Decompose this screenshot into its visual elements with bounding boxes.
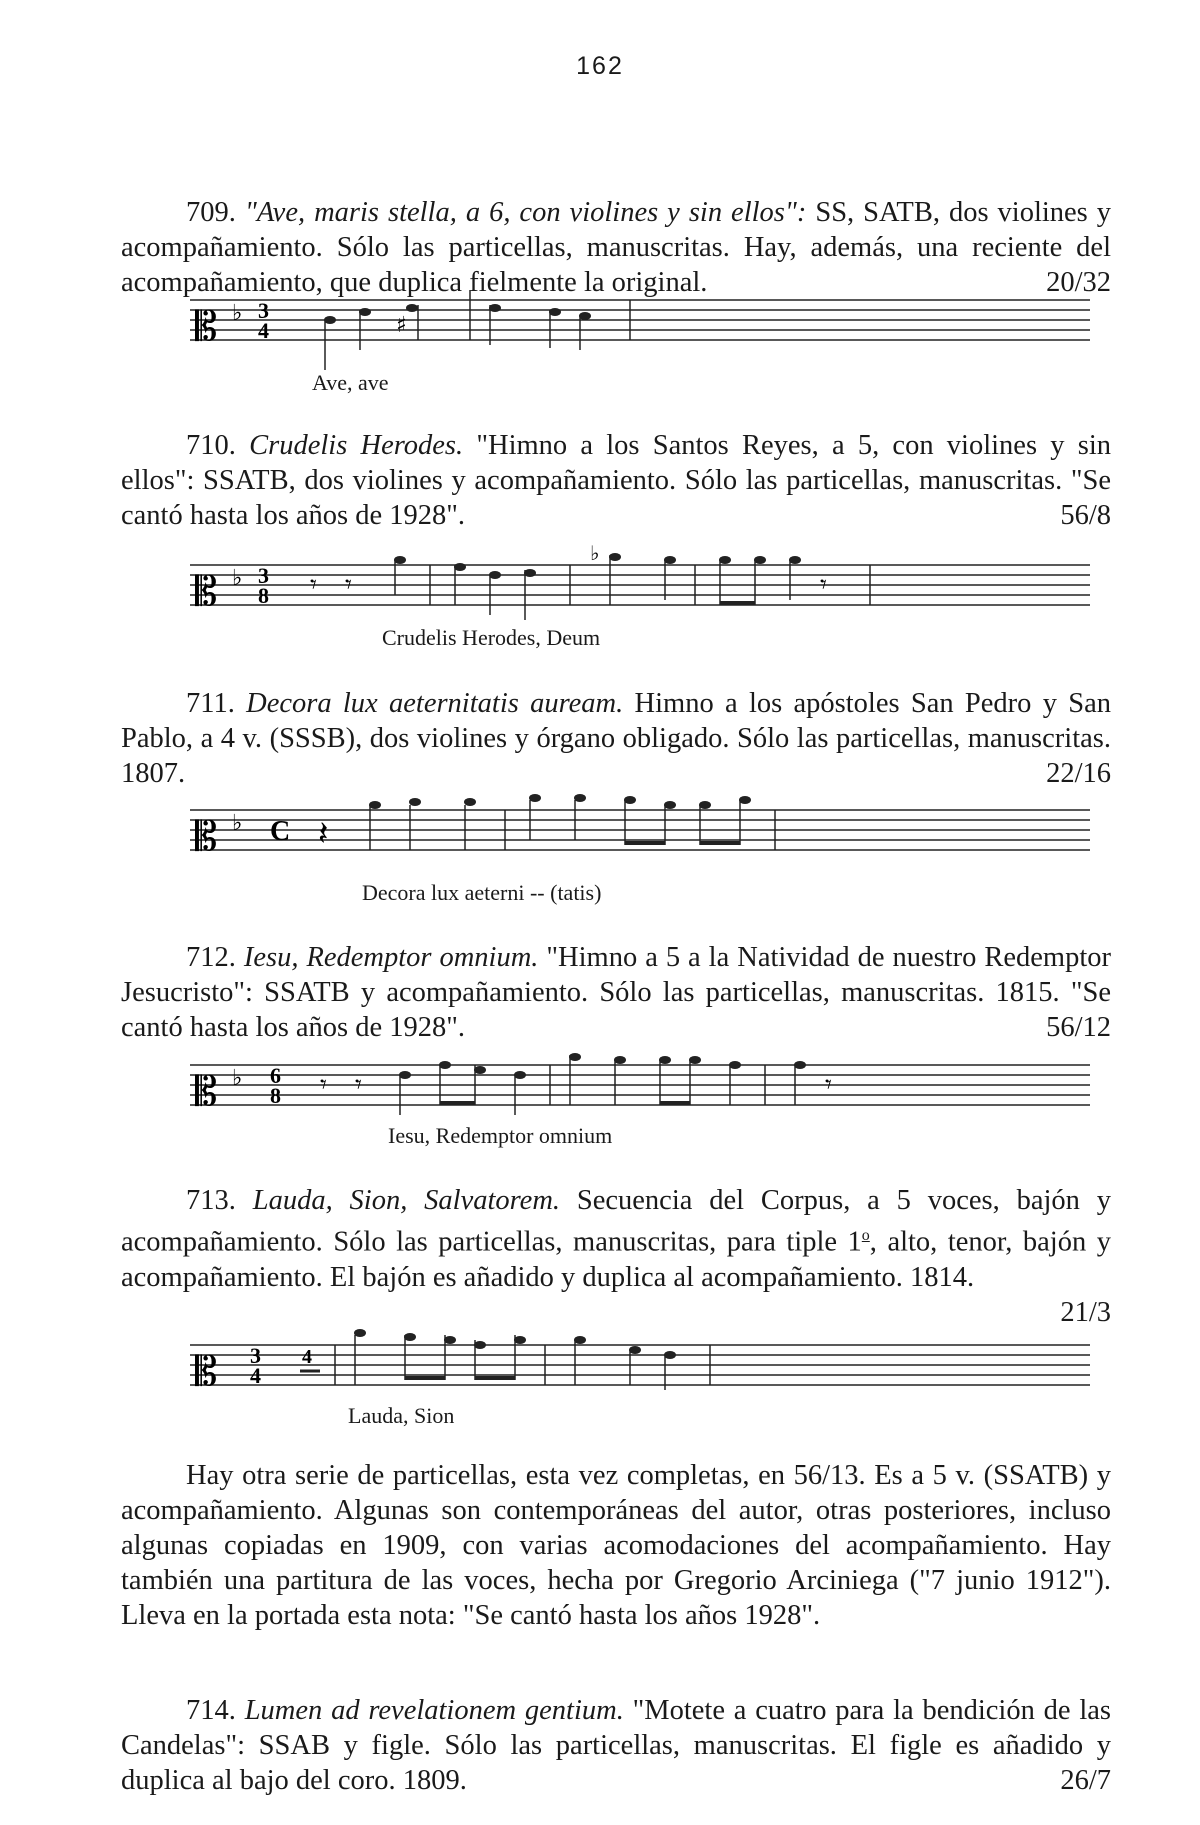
time-sig-bottom: 4 bbox=[250, 1363, 261, 1388]
entry-number: 711. bbox=[186, 688, 235, 719]
flat-icon: ♭ bbox=[232, 566, 243, 591]
note-paragraph bbox=[121, 1458, 1111, 1633]
time-sig-bottom: 8 bbox=[270, 1083, 281, 1108]
flat-icon: ♭ bbox=[590, 541, 600, 565]
time-sig-top: 3 bbox=[258, 563, 269, 588]
time-sig-top: 3 bbox=[250, 1343, 261, 1368]
entry-number: 714. bbox=[186, 1695, 236, 1726]
clef-icon: 𝄡 bbox=[195, 304, 218, 350]
rest-icon: 𝄾 bbox=[355, 1070, 362, 1100]
entry-title: "Ave, maris stella, a 6, con violines y sin ellos": bbox=[244, 197, 807, 228]
flat-icon: ♭ bbox=[232, 301, 243, 326]
music-incipit-712 bbox=[0, 1055, 1200, 1165]
entry-title: Lauda, Sion, Salvatorem. bbox=[252, 1185, 561, 1216]
rest-icon: 𝄾 bbox=[310, 570, 317, 600]
music-incipit-710 bbox=[0, 541, 1200, 655]
incipit-lyrics: Lauda, Sion bbox=[348, 1403, 455, 1428]
entry-710 bbox=[121, 428, 1111, 533]
catalog-ref: 56/8 bbox=[1060, 500, 1111, 531]
music-incipit-711 bbox=[0, 800, 1200, 910]
entry-713 bbox=[121, 1183, 1111, 1330]
time-sig-bottom: 4 bbox=[258, 318, 269, 343]
catalog-ref: 20/32 bbox=[1046, 267, 1111, 298]
clef-icon: 𝄡 bbox=[195, 1069, 218, 1115]
entry-text: SS, SATB, dos violines y acompañamiento. Sólo las particellas, manuscritas. Hay, además, una reciente del acompañamiento, que duplica fielmente la original. bbox=[121, 197, 1111, 298]
entry-number: 709. bbox=[186, 197, 236, 228]
entry-712 bbox=[121, 940, 1111, 1045]
staff-709 bbox=[0, 290, 1200, 400]
rest-icon: 𝄾 bbox=[320, 1070, 327, 1100]
time-sig-top: 6 bbox=[270, 1063, 281, 1088]
rest-icon: 𝄾 bbox=[820, 570, 827, 600]
entry-text: "Himno a 5 a la Natividad de nuestro Redemptor Jesucristo": SSATB y acompañamiento. Sólo las particellas, manuscritas. 1815. "Se cantó hasta los años de 1928". bbox=[121, 942, 1111, 1043]
rest-icon: 𝄾 bbox=[345, 570, 352, 600]
entry-number: 713. bbox=[186, 1185, 236, 1216]
entry-number: 712. bbox=[186, 942, 236, 973]
entry-text: "Motete a cuatro para la bendición de las Candelas": SSAB y figle. Sólo las particellas, manuscritas. El figle es añadido y duplica al bajo del coro. 1809. bbox=[121, 1695, 1112, 1796]
staff-713 bbox=[0, 1335, 1200, 1435]
catalog-ref: 26/7 bbox=[1060, 1765, 1111, 1796]
superscript: o bbox=[861, 1227, 870, 1244]
entry-709 bbox=[121, 195, 1111, 300]
incipit-lyrics: Ave, ave bbox=[312, 370, 389, 395]
page-number: 162 bbox=[576, 52, 624, 80]
incipit-lyrics: Decora lux aeterni -- (tatis) bbox=[362, 880, 602, 905]
entry-title: Lumen ad revelationem gentium. bbox=[244, 1695, 624, 1726]
clef-icon: 𝄡 bbox=[195, 1349, 218, 1395]
entry-title: Decora lux aeternitatis auream. bbox=[246, 688, 624, 719]
sharp-icon: ♯ bbox=[396, 313, 407, 338]
entry-text: Secuencia del Corpus, a 5 voces, bajón y acompañamiento. Sólo las particellas, manuscritas, para tiple 1 bbox=[121, 1185, 1111, 1258]
catalog-ref: 56/12 bbox=[1046, 1012, 1111, 1043]
entry-text: "Himno a los Santos Reyes, a 5, con violines y sin ellos": SSATB, dos violines y acompañamiento. Sólo las particellas, manuscritas. "Se cantó hasta los años de 1928". bbox=[121, 430, 1111, 531]
entry-text-cont: , alto, tenor, bajón y acompañamiento. El bajón es añadido y duplica al acompañamiento. 1814. bbox=[121, 1226, 1111, 1293]
incipit-lyrics: Iesu, Redemptor omnium bbox=[388, 1123, 613, 1148]
time-sig-common: C bbox=[270, 816, 291, 847]
entry-title: Iesu, Redemptor omnium. bbox=[243, 942, 539, 973]
entry-title: Crudelis Herodes. bbox=[249, 430, 464, 461]
entry-714 bbox=[121, 1693, 1111, 1798]
entry-text: Himno a los apóstoles San Pedro y San Pablo, a 4 v. (SSSB), dos violines y órgano obligado. Sólo las particellas, manuscritas. 1807. bbox=[121, 688, 1111, 789]
catalog-ref: 22/16 bbox=[1046, 758, 1111, 789]
time-sig-bottom: 8 bbox=[258, 583, 269, 608]
entry-number: 710. bbox=[186, 430, 236, 461]
flat-icon: ♭ bbox=[232, 1066, 243, 1091]
entry-711 bbox=[121, 686, 1111, 791]
multi-rest-count: 4 bbox=[302, 1346, 312, 1368]
music-incipit-713 bbox=[0, 1335, 1200, 1435]
quarter-rest-icon: 𝄽 bbox=[318, 814, 329, 854]
incipit-lyrics: Crudelis Herodes, Deum bbox=[382, 625, 601, 650]
rest-icon: 𝄾 bbox=[825, 1070, 832, 1100]
flat-icon: ♭ bbox=[232, 811, 243, 836]
paragraph-text: Hay otra serie de particellas, esta vez completas, en 56/13. Es a 5 v. (SSATB) y acompañamiento. Algunas son contemporáneas del autor, otras posteriores, incluso algunas copiadas en 1909, con varias acomodaciones del acompañamiento. Hay también una partitura de las voces, hecha por Gregorio Arciniega ("7 junio 1912"). Lleva en la portada esta nota: "Se cantó hasta los años 1928". bbox=[121, 1460, 1111, 1631]
time-sig-top: 3 bbox=[258, 298, 269, 323]
clef-icon: 𝄡 bbox=[195, 569, 218, 615]
music-incipit-709 bbox=[0, 290, 1200, 400]
clef-icon: 𝄡 bbox=[195, 814, 218, 860]
catalog-ref: 21/3 bbox=[1060, 1296, 1111, 1328]
